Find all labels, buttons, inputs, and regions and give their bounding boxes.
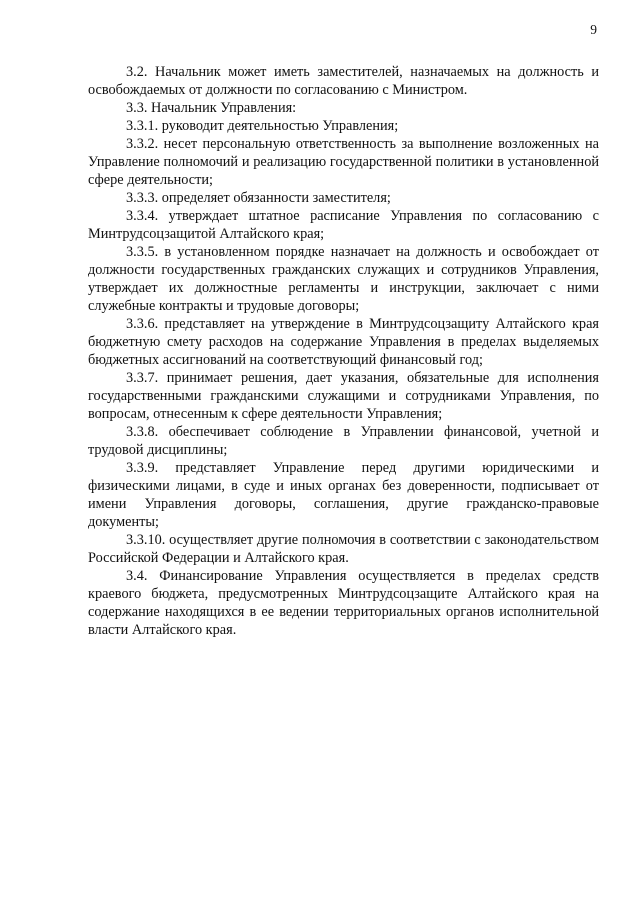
paragraph-3-2: 3.2. Начальник может иметь заместителей, назначаемых на должность и освобождаемых от должности по согласованию с Министром.: [88, 64, 599, 98]
paragraph-3-3-4: 3.3.4. утверждает штатное расписание Управления по согласованию с Минтрудсоцзащитой Алтайского края;: [88, 208, 599, 242]
paragraph-3-3-6: 3.3.6. представляет на утверждение в Минтрудсоцзащиту Алтайского края бюджетную смету расходов на содержание Управления в пределах выделяемых бюджетных ассигнований на соответствующий финансовый год;: [88, 316, 599, 368]
paragraph-3-3-10: 3.3.10. осуществляет другие полномочия в соответствии с законодательством Российской Федерации и Алтайского края.: [88, 532, 599, 566]
paragraph-3-3-1: 3.3.1. руководит деятельностью Управления;: [126, 118, 399, 134]
paragraph-3-3-7: 3.3.7. принимает решения, дает указания, обязательные для исполнения государственными гражданскими служащими и сотрудниками Управления, по вопросам, отнесенным к сфере деятельности Управления;: [88, 370, 599, 422]
paragraph-3-3-9: 3.3.9. представляет Управление перед другими юридическими и физическими лицами, в суде и иных органах без доверенности, подписывает от имени Управления договоры, соглашения, другие гражданско-правовые документы;: [88, 460, 599, 530]
paragraph-3-3: 3.3. Начальник Управления:: [126, 100, 297, 116]
paragraph-3-3-8: 3.3.8. обеспечивает соблюдение в Управлении финансовой, учетной и трудовой дисциплины;: [88, 424, 599, 458]
paragraph-3-3-5: 3.3.5. в установленном порядке назначает на должность и освобождает от должности государственных гражданских служащих и сотрудников Управления, утверждает их должностные регламенты и инструкции, заключает с ними служебные контракты и трудовые договоры;: [88, 244, 599, 314]
page-number: 9: [590, 22, 597, 37]
document-body: [88, 63, 599, 639]
paragraph-3-3-2: 3.3.2. несет персональную ответственность за выполнение возложенных на Управление полномочий и реализацию государственной политики в установленной сфере деятельности;: [88, 136, 599, 188]
paragraph-3-4: 3.4. Финансирование Управления осуществляется в пределах средств краевого бюджета, предусмотренных Минтрудсоцзащите Алтайского края на содержание находящихся в ее ведении территориальных органов исполнительной власти Алтайского края.: [88, 568, 599, 638]
paragraph-3-3-3: 3.3.3. определяет обязанности заместителя;: [126, 190, 391, 206]
